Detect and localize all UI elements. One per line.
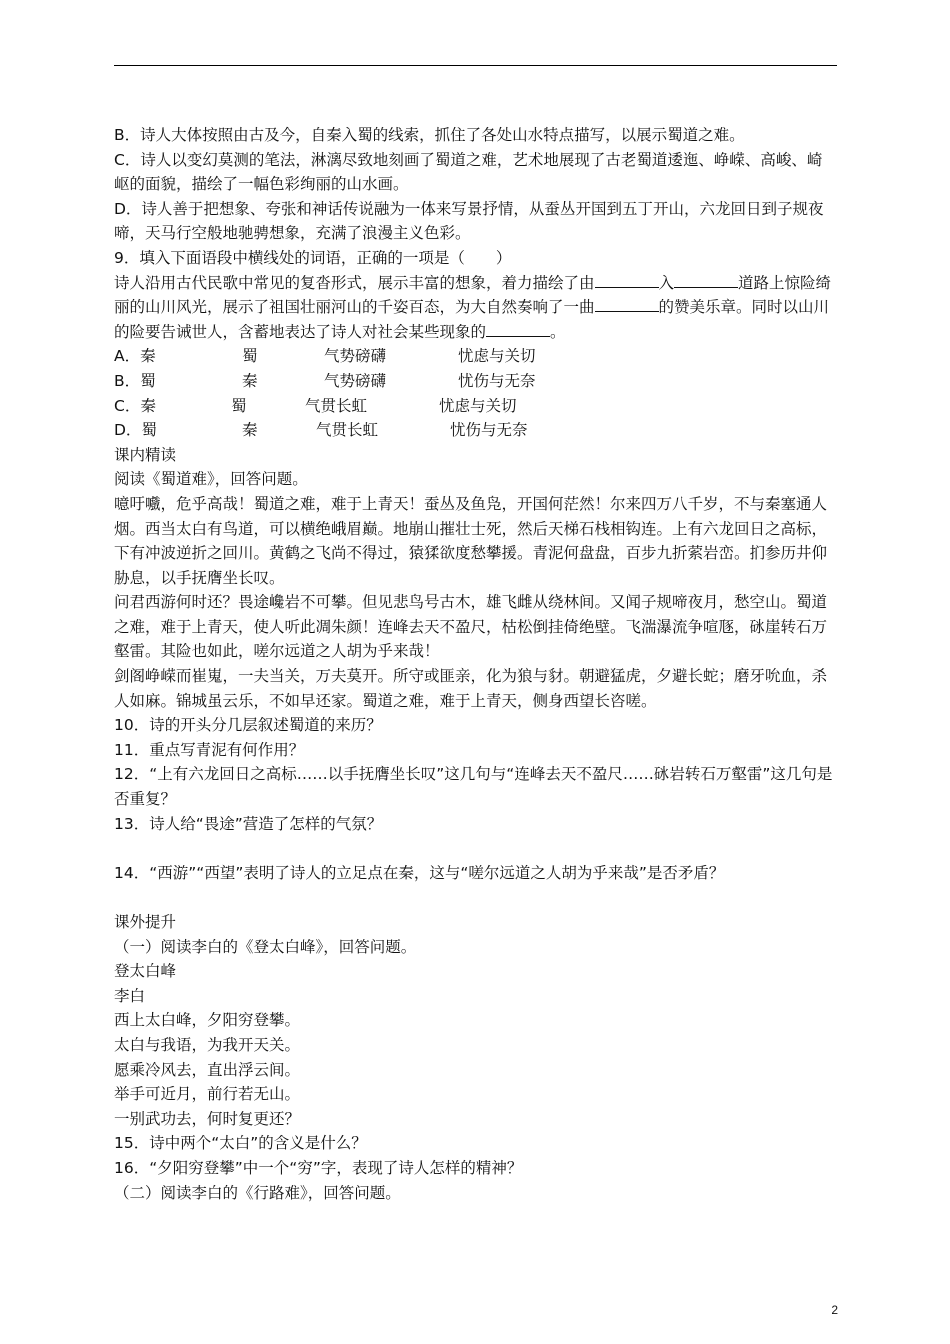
page-content	[114, 123, 837, 1205]
question-14: 14．“西游”“西望”表明了诗人的立足点在秦，这与“嗟尔远道之人胡为乎来哉”是否矛盾？	[114, 863, 725, 882]
poem-title: 登太白峰	[114, 962, 177, 981]
option-row: A．秦 蜀 气势磅礴 忧虑与关切	[114, 347, 536, 366]
poem-paragraph: 剑阁峥嵘而崔嵬，一夫当关，万夫莫开。所守或匪亲，化为狼与豺。朝避猛虎，夕避长蛇；磨牙吮血，杀人如麻。锦城虽云乐，不如早还家。蜀道之难，难于上青天，侧身西望长咨嗟。	[114, 667, 828, 710]
poem-paragraph: 噫吁嚱，危乎高哉！蜀道之难，难于上青天！蚕丛及鱼凫，开国何茫然！尔来四万八千岁，不与秦塞通人烟。西当太白有鸟道，可以横绝峨眉巅。地崩山摧壮士死，然后天梯石栈相钩连。上有六龙回日之高标，下有冲波逆折之回川。黄鹤之飞尚不得过，猿猱欲度愁攀援。青泥何盘盘，百步九折萦岩峦。扪参历井仰胁息，以手抚膺坐长叹。	[114, 494, 828, 587]
question-12: 12．“上有六龙回日之高标……以手抚膺坐长叹”这几句与“连峰去天不盈尺……砯岩转石万壑雷”这几句是否重复？	[114, 765, 833, 809]
poem-line: 一别武功去，何时复更还？	[114, 1109, 301, 1128]
poem-paragraph: 问君西游何时还？畏途巉岩不可攀。但见悲鸟号古木，雄飞雌从绕林间。又闻子规啼夜月，愁空山。蜀道之难，难于上青天，使人听此凋朱颜！连峰去天不盈尺，枯松倒挂倚绝壁。飞湍瀑流争喧豗，砯崖转石万壑雷。其险也如此，嗟尔远道之人胡为乎来哉！	[114, 593, 828, 661]
poem-line: 太白与我语，为我开天关。	[114, 1035, 301, 1054]
section-heading-extra: 课外提升	[114, 913, 177, 931]
option-b-prev: B．诗人大体按照由古及今，自秦入蜀的线索，抓住了各处山水特点描写，以展示蜀道之难。	[114, 126, 745, 144]
part-2-prompt: （二）阅读李白的《行路难》，回答问题。	[114, 1183, 401, 1202]
section-heading-in-class: 课内精读	[114, 445, 177, 464]
option-row: B．蜀 秦 气势磅礴 忧伤与无奈	[114, 371, 536, 390]
reading-prompt: 阅读《蜀道难》，回答问题。	[114, 470, 308, 489]
question-15: 15．诗中两个“太白”的含义是什么？	[114, 1134, 367, 1153]
question-10: 10．诗的开头分几层叙述蜀道的来历？	[114, 716, 382, 735]
spacer	[114, 836, 837, 861]
part-1-prompt: （一）阅读李白的《登太白峰》，回答问题。	[114, 937, 417, 956]
poem-line: 西上太白峰，夕阳穷登攀。	[114, 1011, 301, 1030]
question-9-passage: 诗人沿用古代民歌中常见的复沓形式，展示丰富的想象，着力描绘了由 入 道路上惊险绮丽的山川风光，展示了祖国壮丽河山的千姿百态，为大自然奏响了一曲 的赞美乐章。同时以山川的险要告诫世人，含蓄地表达了诗人对社会某些现象的 。	[114, 271, 837, 345]
spacer	[114, 885, 837, 910]
question-9-stem: 9．填入下面语段中横线处的词语，正确的一项是（ ）	[114, 248, 512, 267]
header-rule	[114, 65, 837, 66]
option-d-prev: D．诗人善于把想象、夸张和神话传说融为一体来写景抒情，从蚕丛开国到五丁开山，六龙回日到子规夜啼，天马行空般地驰骋想象，充满了浪漫主义色彩。	[114, 199, 824, 243]
option-row: D．蜀 秦 气贯长虹 忧伤与无奈	[114, 421, 528, 440]
poem-line: 愿乘冷风去，直出浮云间。	[114, 1060, 301, 1079]
page-number: 2	[831, 1303, 838, 1317]
option-c-prev: C．诗人以变幻莫测的笔法，淋漓尽致地刻画了蜀道之难，艺术地展现了古老蜀道逶迤、峥嵘、高峻、崎岖的面貌，描绘了一幅色彩绚丽的山水画。	[114, 150, 823, 194]
answer-blank	[595, 271, 659, 288]
question-16: 16．“夕阳穷登攀”中一个“穷”字，表现了诗人怎样的精神？	[114, 1158, 523, 1177]
answer-blank	[595, 295, 659, 312]
answer-blank	[674, 271, 738, 288]
option-row: C．秦 蜀 气贯长虹 忧虑与关切	[114, 396, 517, 415]
question-11: 11．重点写青泥有何作用？	[114, 740, 305, 759]
question-13: 13．诗人给“畏途”营造了怎样的气氛？	[114, 814, 383, 833]
poem-author: 李白	[114, 986, 146, 1005]
poem-line: 举手可近月，前行若无山。	[114, 1085, 301, 1104]
answer-blank	[486, 320, 550, 337]
